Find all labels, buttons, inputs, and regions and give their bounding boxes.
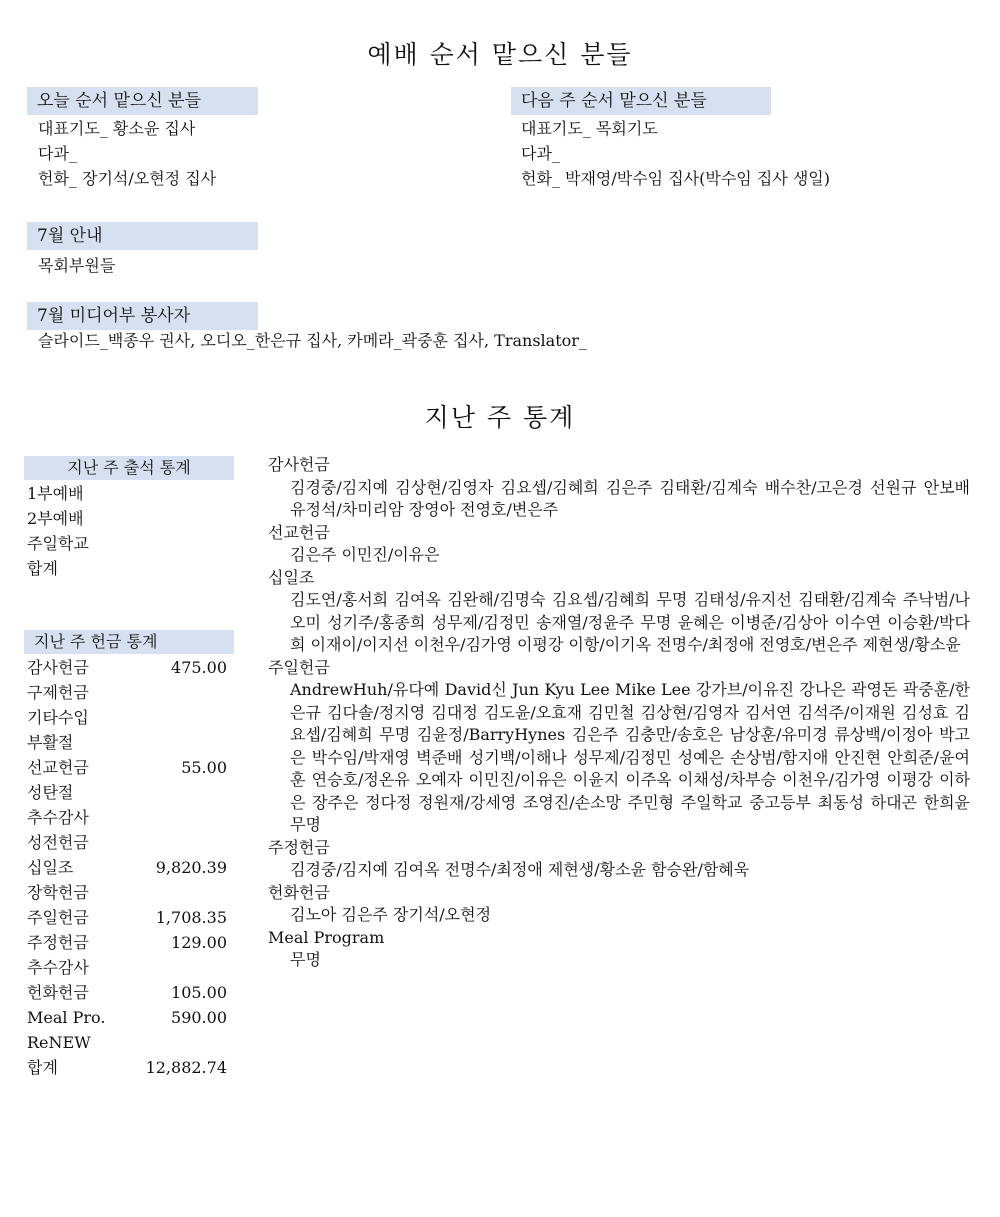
row-value: 475.00 [171, 658, 227, 677]
donor-list [268, 454, 970, 972]
table-row [27, 930, 227, 955]
table-row [27, 805, 227, 830]
row-label: 선교헌금 [27, 758, 89, 777]
row-label: 추수감사 [27, 808, 89, 827]
donor-category: Meal Program [268, 927, 385, 947]
row-label: 부활절 [27, 733, 74, 752]
row-label: Meal Pro. [27, 1008, 106, 1027]
table-row [27, 955, 227, 980]
today-header: 오늘 순서 맡으신 분들 [27, 87, 258, 115]
next-week-header: 다음 주 순서 맡으신 분들 [511, 87, 771, 115]
row-label: 성탄절 [27, 783, 74, 802]
table-row [27, 980, 227, 1005]
media-volunteers-list [38, 328, 587, 353]
attendance-table [27, 481, 227, 581]
table-row [27, 481, 227, 506]
donor-names: 김경중/김지예 김상현/김영자 김요셉/김혜희 김은주 김태환/김계숙 배수찬/고은경 선원규 안보배 유정석/차미리암 장영아 전영호/변은주 [290, 477, 970, 519]
table-row [27, 1030, 227, 1055]
attendance-header: 지난 주 출석 통계 [24, 456, 234, 480]
row-label: 합계 [27, 1058, 58, 1077]
row-label: 기타수입 [27, 708, 89, 727]
table-row [27, 1055, 227, 1080]
today-line: 헌화_ 장기석/오현정 집사 [38, 169, 217, 188]
table-row [27, 905, 227, 930]
today-line: 대표기도_ 황소윤 집사 [38, 119, 196, 138]
offering-table [27, 655, 227, 1080]
donor-names: 김은주 이민진/이유은 [290, 545, 440, 564]
table-row [27, 506, 227, 531]
july-notice-header: 7월 안내 [27, 222, 258, 250]
table-row [27, 880, 227, 905]
offering-header: 지난 주 헌금 통계 [24, 630, 234, 654]
row-label: 십일조 [27, 858, 74, 877]
donor-names: 김노아 김은주 장기석/오현정 [290, 905, 492, 924]
media-volunteers-line: 슬라이드_백종우 권사, 오디오_한은규 집사, 카메라_곽중훈 집사, Translator_ [38, 331, 587, 350]
donor-category: 선교헌금 [268, 522, 330, 542]
row-value: 1,708.35 [155, 908, 227, 927]
row-label: 1부예배 [27, 484, 84, 503]
table-row [27, 556, 227, 581]
table-row [27, 655, 227, 680]
today-list [38, 116, 216, 191]
row-label: 성전헌금 [27, 833, 89, 852]
row-label: 장학헌금 [27, 883, 89, 902]
donor-category: 십일조 [268, 567, 315, 587]
row-value: 55.00 [181, 758, 227, 777]
today-line: 다과_ [38, 144, 77, 163]
donor-category: 헌화헌금 [268, 882, 330, 902]
row-label: 감사헌금 [27, 658, 89, 677]
media-volunteers-header: 7월 미디어부 봉사자 [27, 302, 258, 330]
row-label: 헌화헌금 [27, 983, 89, 1002]
donor-names: AndrewHuh/유다예 David신 Jun Kyu Lee Mike Lee 강가브/이유진 강나은 곽영돈 곽중훈/한은규 김다솔/정지영 김대정 김도윤/오효재 김민철 김상현/김영자 김서연 김석주/이재원 김성효 김요셉/김혜희 무명 김윤정/BarryHynes 김은주 김충만/송호은 남상훈/유미경 류상백/이정아 박고은 박수임/박재영 벽준배 성기백/이해나 성무제/김정민 성예은 손상범/함지애 안진현 안희준/윤여훈 연승호/정온유 오예자 이민진/이유은 이윤지 이주옥 이채성/차부승 이천우/김가영 이평강 이하은 장주은 정다정 정원재/강세영 조영진/손소망 주민형 주일학교 중고등부 최동성 하대곤 한희윤 무명 [290, 680, 970, 834]
table-row [27, 730, 227, 755]
row-value: 12,882.74 [145, 1058, 227, 1077]
table-row [27, 705, 227, 730]
stats-title: 지난 주 통계 [424, 403, 576, 432]
july-notice-line: 목회부원들 [38, 256, 116, 275]
row-label: 주일헌금 [27, 908, 89, 927]
next-week-line: 다과_ [521, 144, 560, 163]
donor-category: 주정헌금 [268, 837, 330, 857]
next-week-list [521, 116, 830, 191]
row-label: 주정헌금 [27, 933, 89, 952]
table-row [27, 780, 227, 805]
row-value: 9,820.39 [155, 858, 227, 877]
next-week-line: 대표기도_ 목회기도 [521, 119, 658, 138]
row-label: ReNEW [27, 1033, 91, 1052]
row-value: 590.00 [171, 1008, 227, 1027]
page-title: 예배 순서 맡으신 분들 [367, 40, 633, 69]
donor-category: 주일헌금 [268, 657, 330, 677]
donor-category: 감사헌금 [268, 455, 330, 474]
july-notice-list [38, 253, 115, 278]
row-label: 주일학교 [27, 534, 89, 553]
row-value: 129.00 [171, 933, 227, 952]
table-row [27, 855, 227, 880]
row-label: 합계 [27, 559, 58, 578]
donor-names: 무명 [290, 950, 321, 969]
row-label: 구제헌금 [27, 683, 89, 702]
table-row [27, 531, 227, 556]
row-value: 105.00 [171, 983, 227, 1002]
table-row [27, 680, 227, 705]
table-row [27, 1005, 227, 1030]
table-row [27, 830, 227, 855]
donor-names: 김도연/홍서희 김여옥 김완해/김명숙 김요셉/김혜희 무명 김태성/유지선 김태환/김계숙 주낙범/나오미 성기주/홍종희 성무제/김정민 송재열/정윤주 무명 윤혜은 이병준/김상아 이수연 이승환/박다희 이재이/이지선 이천우/김가영 이평강 이항/이기옥 전명수/최정애 전영호/변은주 제현생/황소윤 [290, 590, 970, 654]
row-label: 추수감사 [27, 958, 89, 977]
next-week-line: 헌화_ 박재영/박수임 집사(박수임 집사 생일) [521, 169, 830, 188]
table-row [27, 755, 227, 780]
donor-names: 김경중/김지예 김여옥 전명수/최정애 제현생/황소윤 함승완/함혜욱 [290, 860, 750, 879]
row-label: 2부예배 [27, 509, 84, 528]
